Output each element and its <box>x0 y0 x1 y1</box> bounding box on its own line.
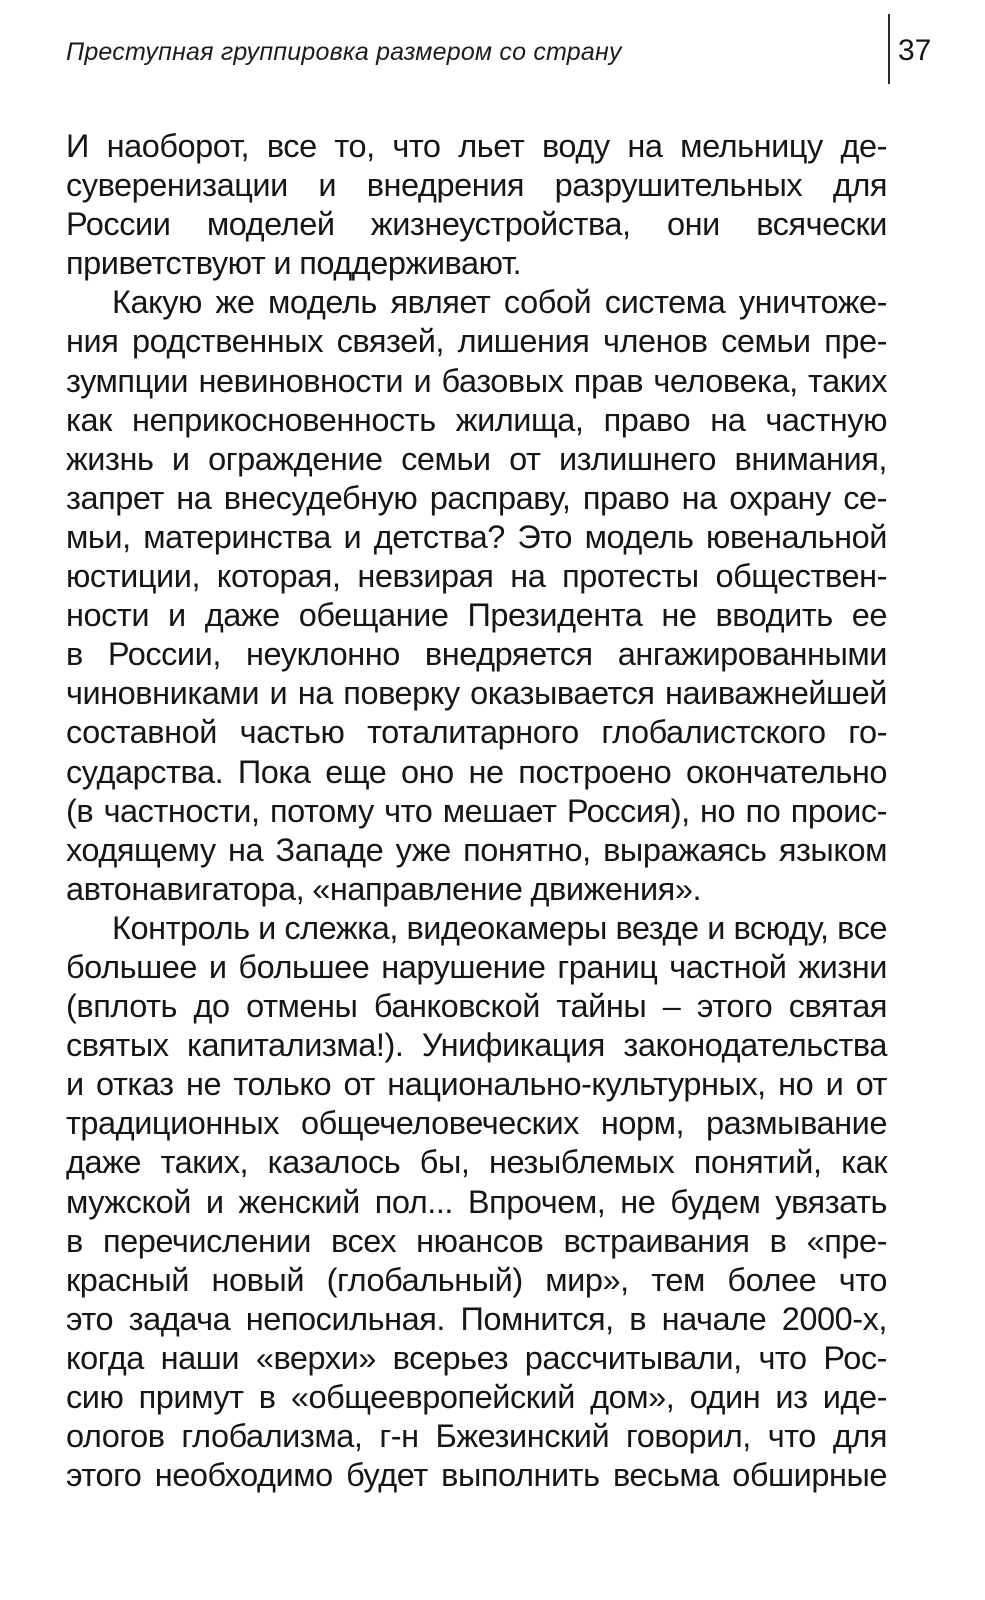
text-line: традиционных общечеловеческих норм, размывание <box>66 1105 887 1142</box>
text-line: в перечислении всех нюансов встраивания в «пре- <box>66 1222 887 1259</box>
paragraph <box>66 127 887 283</box>
text-line: большее и большее нарушение границ частной жизни <box>66 948 887 985</box>
text-line: автонавигатора, «направление движения». <box>66 870 702 907</box>
header-divider <box>888 14 890 84</box>
text-line: этого необходимо будет выполнить весьма обширные <box>66 1457 887 1494</box>
text-line: сударства. Пока еще оно не построено окончательно <box>66 753 887 790</box>
text-line: в России, неуклонно внедряется ангажированными <box>66 636 887 673</box>
paragraph <box>66 283 887 909</box>
text-line: мужской и женский пол... Впрочем, не будем увязать <box>66 1183 887 1220</box>
text-line: суверенизации и внедрения разрушительных для <box>66 167 887 204</box>
text-line: юстиции, которая, невзирая на протесты обществен- <box>66 558 887 595</box>
text-line: ности и даже обещание Президента не вводить ее <box>66 597 887 634</box>
text-line: красный новый (глобальный) мир», тем более что <box>66 1261 887 1298</box>
running-title: Преступная группировка размером со страну <box>66 38 622 66</box>
text-line: даже таких, казалось бы, незыблемых понятий, как <box>66 1144 887 1181</box>
text-line: приветствуют и поддерживают. <box>66 245 522 282</box>
text-line: чиновниками и на поверку оказывается наиважнейшей <box>66 675 887 712</box>
text-line: мьи, материнства и детства? Это модель ювенальной <box>66 518 887 555</box>
text-line: ходящему на Западе уже понятно, выражаясь языком <box>66 831 887 868</box>
text-line: жизнь и ограждение семьи от излишнего внимания, <box>66 440 887 477</box>
text-line: зумпции невиновности и базовых прав человека, таких <box>66 362 887 399</box>
page-number: 37 <box>898 34 932 67</box>
text-line: и отказ не только от национально-культурных, но и от <box>66 1066 887 1103</box>
text-line: составной частью тоталитарного глобалистского го- <box>66 714 887 751</box>
text-line: как неприкосновенность жилища, право на частную <box>66 401 887 438</box>
text-line: запрет на внесудебную расправу, право на охрану се- <box>66 479 887 516</box>
text-line: И наоборот, все то, что льет воду на мельницу де- <box>66 128 887 164</box>
text-line: России моделей жизнеустройства, они всячески <box>66 206 887 243</box>
text-line: ния родственных связей, лишения членов семьи пре- <box>66 323 887 360</box>
page-header <box>0 0 985 110</box>
text-line: сию примут в «общеевропейский дом», один из иде- <box>66 1379 887 1415</box>
text-line: Контроль и слежка, видеокамеры везде и всюду, все <box>112 909 887 946</box>
text-line: (в частности, потому что мешает Россия), но по проис- <box>66 792 887 829</box>
text-line: святых капитализма!). Унификация законодательства <box>66 1027 887 1064</box>
text-line: Какую же модель являет собой система уничтоже- <box>112 284 887 321</box>
text-line: когда наши «верхи» всерьез рассчитывали, что Рос- <box>66 1339 887 1376</box>
text-line: это задача непосильная. Помнится, в начале 2000-х, <box>66 1300 887 1337</box>
paragraph <box>66 909 887 1495</box>
text-line: (вплоть до отмены банковской тайны – этого святая <box>66 988 887 1025</box>
body-text <box>66 127 887 1495</box>
text-line: ологов глобализма, г-н Бжезинский говорил, что для <box>66 1418 887 1455</box>
